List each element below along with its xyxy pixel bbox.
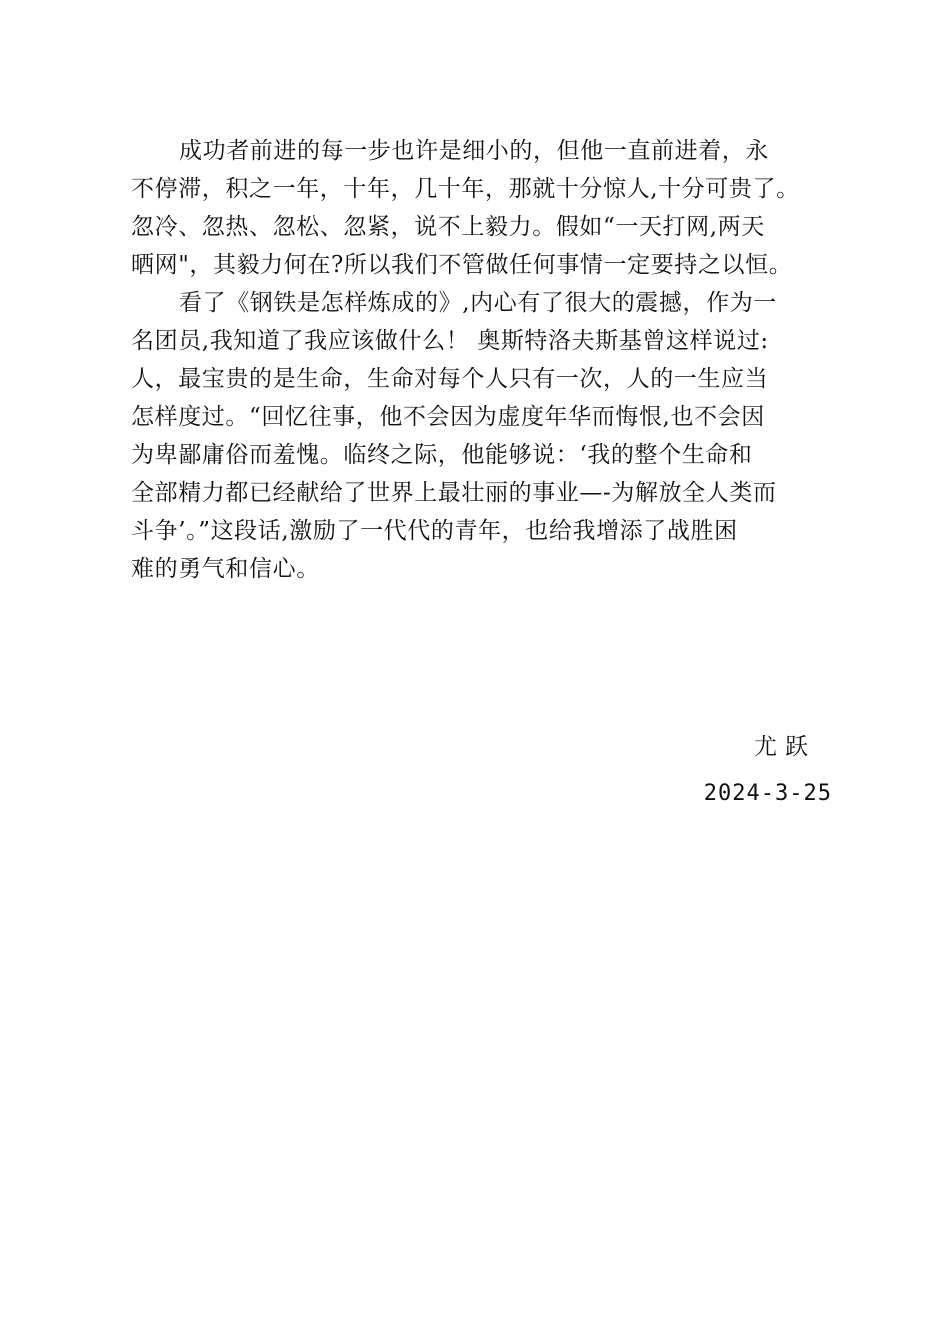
paragraph-2: [131, 284, 837, 588]
text-line: 不停滞，积之一年，十年，几十年，那就十分惊人,十分可贵了。: [131, 176, 800, 202]
text-line: 看了《钢铁是怎样炼成的》,内心有了很大的震撼，作为一: [179, 290, 777, 316]
text-line: 人，最宝贵的是生命，生命对每个人只有一次，人的一生应当: [131, 366, 769, 392]
essay-body: [131, 132, 837, 588]
text-line: 忽冷、忽热、忽松、忽紧，说不上毅力。假如“一天打网,两天: [131, 214, 765, 240]
signature-block: [704, 726, 832, 820]
text-line: 晒网"，其毅力何在?所以我们不管做任何事情一定要持之以恒。: [131, 252, 793, 278]
text-line: 全部精力都已经献给了世界上最壮丽的事业—-为解放全人类而: [131, 480, 777, 506]
signature-date: 2024-3-25: [703, 781, 832, 806]
text-line: 难的勇气和信心。: [131, 556, 320, 582]
text-line: 斗争’。”这段话,激励了一代代的青年，也给我增添了战胜困: [131, 518, 738, 544]
paragraph-1: [131, 132, 837, 284]
text-line: 成功者前进的每一步也许是细小的，但他一直前进着，永: [179, 138, 769, 164]
text-line: 为卑鄙庸俗而羞愧。临终之际，他能够说：‘我的整个生命和: [131, 442, 753, 468]
text-line: 怎样度过。“回忆往事，他不会因为虚度年华而悔恨,也不会因: [131, 404, 765, 430]
text-line: 名团员,我知道了我应该做什么！ 奥斯特洛夫斯基曾这样说过:: [131, 328, 769, 354]
author-name: 尤跃: [754, 734, 816, 760]
